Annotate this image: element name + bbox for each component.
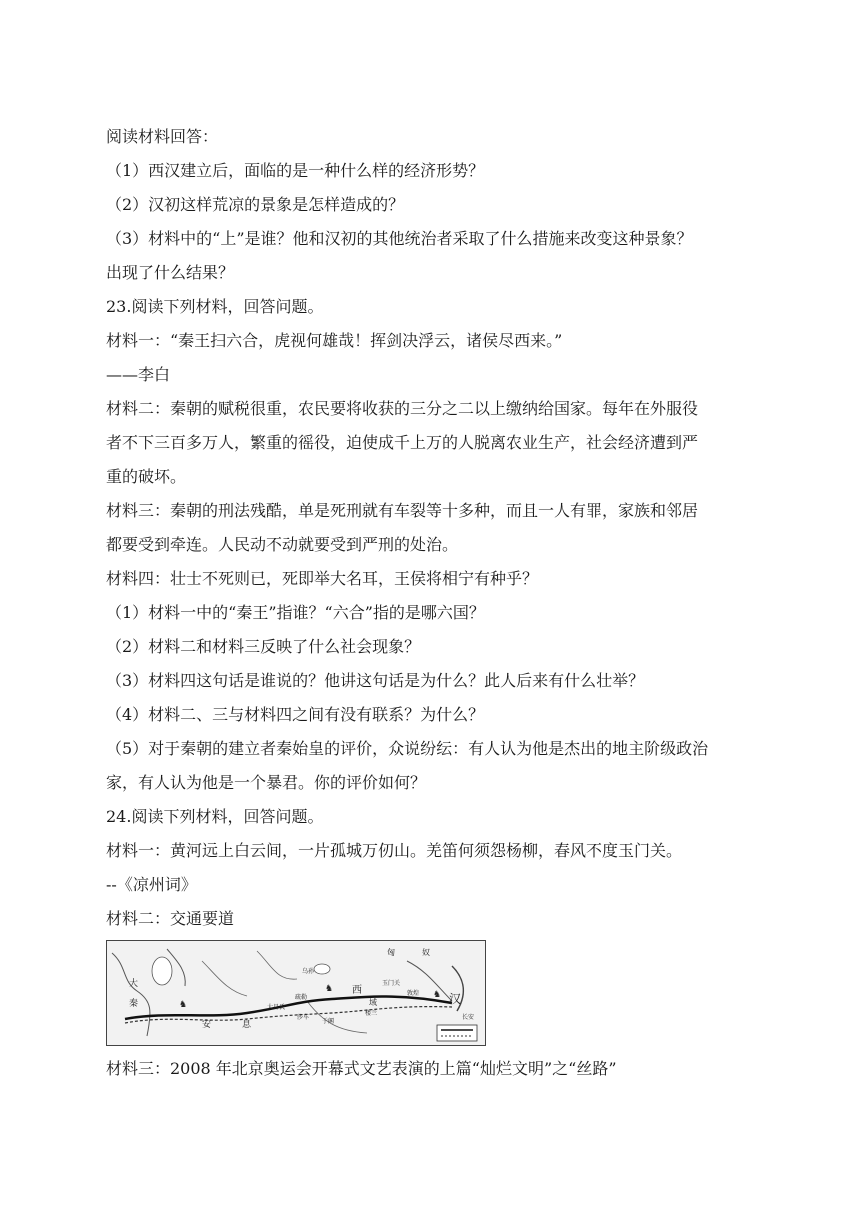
- q23-material-2-line3: 重的破坏。: [106, 467, 187, 486]
- q23-material-3-line1: 材料三：秦朝的刑法残酷，单是死刑就有车裂等十多种，而且一人有罪，家族和邻居: [106, 501, 699, 520]
- map-label: 敦煌: [407, 990, 420, 997]
- q24-material-1: 材料一：黄河远上白云间，一片孤城万仞山。羌笛何须怨杨柳，春风不度玉门关。: [106, 841, 683, 860]
- question-22-2: （2）汉初这样荒凉的景象是怎样造成的？: [106, 195, 405, 214]
- document-page: [106, 120, 756, 1086]
- map-label: 匈: [387, 948, 395, 957]
- q23-question-3: （3）材料四这句话是谁说的？他讲这句话是为什么？此人后来有什么壮举？: [106, 671, 645, 690]
- prompt-read-material: 阅读材料回答：: [106, 127, 219, 146]
- map-label: 秦: [129, 999, 139, 1009]
- map-label: 奴: [422, 948, 430, 957]
- map-label: 安: [202, 1020, 212, 1030]
- question-24-title: 24.阅读下列材料，回答问题。: [106, 807, 324, 826]
- question-22-3-cont: 出现了什么结果？: [106, 263, 235, 282]
- q23-question-5-line1: （5）对于秦朝的建立者秦始皇的评价，众说纷纭：有人认为他是杰出的地主阶级政治: [106, 739, 709, 758]
- map-label: 楼兰: [365, 1010, 378, 1017]
- question-22-3: （3）材料中的“上”是谁？他和汉初的其他统治者采取了什么措施来改变这种景象？: [106, 229, 693, 248]
- map-label: 玉门关: [382, 980, 401, 987]
- question-23-title: 23.阅读下列材料，回答问题。: [106, 297, 324, 316]
- q23-material-2-line1: 材料二：秦朝的赋税很重，农民要将收获的三分之二以上缴纳给国家。每年在外服役: [106, 399, 699, 418]
- map-label: 长安: [462, 1014, 475, 1021]
- q24-material-1-source: --《凉州词》: [106, 875, 197, 894]
- map-label: 乌孙: [302, 968, 315, 975]
- q23-question-1: （1）材料一中的“秦王”指谁？“六合”指的是哪六国？: [106, 603, 485, 622]
- svg-text:♞: ♞: [433, 990, 442, 1000]
- q23-question-5-line2: 家，有人认为他是一个暴君。你的评价如何？: [106, 773, 427, 792]
- map-label: 大: [129, 979, 139, 989]
- map-label: 汉: [449, 992, 462, 1006]
- q24-material-3: 材料三：2008 年北京奥运会开幕式文艺表演的上篇“灿烂文明”之“丝路”: [106, 1059, 617, 1078]
- svg-text:♞: ♞: [325, 984, 334, 994]
- map-label: 疏勒: [295, 994, 308, 1001]
- map-label: 息: [242, 1020, 252, 1030]
- q23-question-4: （4）材料二、三与材料四之间有没有联系？为什么？: [106, 705, 485, 724]
- question-22-1: （1）西汉建立后，面临的是一种什么样的经济形势？: [106, 161, 485, 180]
- svg-text:♞: ♞: [179, 1000, 188, 1010]
- map-label: 莎车: [297, 1014, 310, 1021]
- map-label: 于阗: [322, 1018, 335, 1025]
- q23-material-1-author: ——李白: [106, 365, 171, 384]
- map-label: 域: [369, 998, 377, 1007]
- q23-material-1: 材料一：“秦王扫六合，虎视何雄哉！挥剑决浮云，诸侯尽西来。”: [106, 331, 563, 350]
- map-label: 大月氏: [267, 1004, 286, 1011]
- q23-material-2-line2: 者不下三百多万人，繁重的徭役，迫使成千上万的人脱离农业生产，社会经济遭到严: [106, 433, 699, 452]
- q24-material-2: 材料二：交通要道: [106, 909, 235, 928]
- silk-road-map: [106, 940, 486, 1046]
- q23-material-3-line2: 都要受到牵连。人民动不动就要受到严刑的处治。: [106, 535, 459, 554]
- q23-question-2: （2）材料二和材料三反映了什么社会现象？: [106, 637, 421, 656]
- silk-road-map-figure: [107, 941, 485, 1045]
- q23-material-4: 材料四：壮士不死则已，死即举大名耳，王侯将相宁有种乎？: [106, 569, 539, 588]
- map-label: 西: [352, 985, 362, 996]
